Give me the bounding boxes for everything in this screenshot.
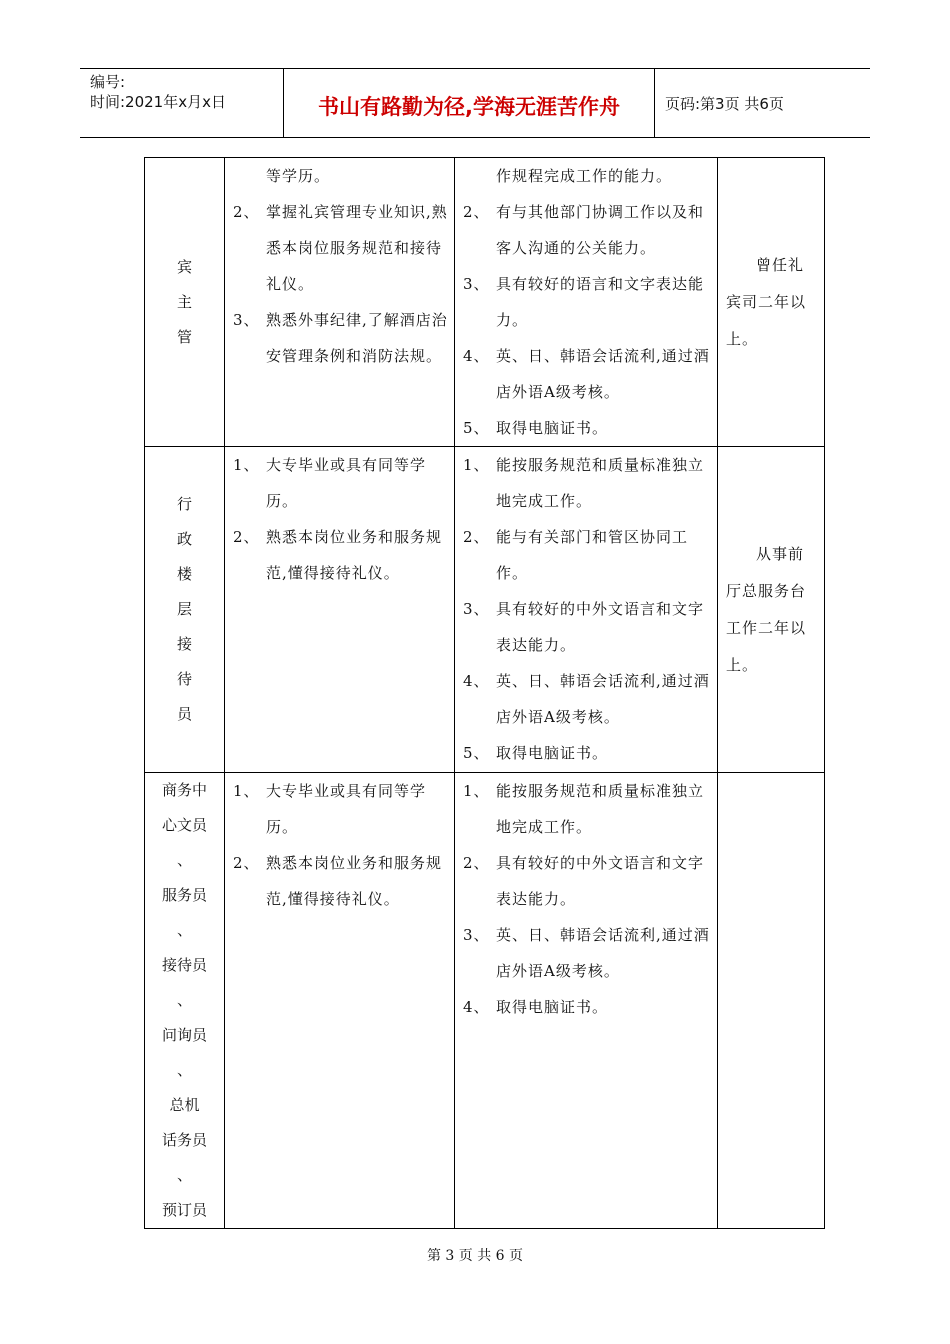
list-item [231,773,448,845]
role-name-line: 层 [176,600,192,618]
role-name-line: 管 [176,327,192,346]
role-name-line: 楼 [176,565,192,583]
item-text: 取得电脑证书。 [496,744,609,762]
education-list [225,447,454,591]
list-item [461,519,711,591]
item-text: 熟悉本岗位业务和服务规范,懂得接待礼仪。 [266,528,443,582]
item-number: 1、 [463,782,490,800]
list-item [231,302,448,374]
education-list [225,194,454,374]
item-text: 英、日、韩语会话流利,通过酒店外语A级考核。 [496,926,710,980]
experience-text: 曾任礼宾司二年以上。 [726,255,807,348]
experience-cell [718,773,825,1229]
experience-cell [718,447,825,773]
item-text: 能与有关部门和管区协同工作。 [496,528,689,582]
page-footer: 第 3 页 共 6 页 [426,1248,524,1264]
item-text: 取得电脑证书。 [496,998,609,1016]
list-item [461,410,711,446]
role-name-line: 宾 [176,257,192,276]
item-text: 具有较好的中外文语言和文字表达能力。 [496,600,705,654]
list-item [231,194,448,302]
role-name-line: 服务员 [161,886,207,904]
role-name-line: 商务中 [161,781,207,799]
item-text: 大专毕业或具有同等学历。 [266,782,427,836]
list-item [461,845,711,917]
item-number: 2、 [233,203,260,221]
item-number: 3、 [463,926,490,944]
role-name-line: 总机 [169,1096,200,1114]
ability-continued: 作规程完成工作的能力。 [496,167,673,185]
item-number: 4、 [463,672,490,690]
role-name-line: 、 [176,851,192,869]
item-text: 掌握礼宾管理专业知识,熟悉本岗位服务规范和接待礼仪。 [266,203,448,293]
experience-text: 从事前厅总服务台工作二年以上。 [726,544,807,674]
item-number: 1、 [233,456,260,474]
role-name-line: 、 [176,1061,192,1079]
role-name-line: 、 [176,991,192,1009]
role-name-line: 主 [176,292,192,311]
ability-cell [455,158,718,447]
ability-list [455,773,717,1025]
list-item [461,338,711,410]
item-number: 5、 [463,419,490,437]
role-cell [145,447,225,773]
header-motto-cell [284,69,655,137]
header-page-cell [655,69,870,137]
item-number: 4、 [463,998,490,1016]
list-item [461,989,711,1025]
item-number: 3、 [463,600,490,618]
role-name-line: 预订员 [161,1201,207,1219]
page-header [80,68,870,138]
item-text: 英、日、韩语会话流利,通过酒店外语A级考核。 [496,672,710,726]
item-text: 能按服务规范和质量标准独立地完成工作。 [496,456,705,510]
list-item [461,917,711,989]
item-number: 3、 [233,311,260,329]
list-item [461,266,711,338]
item-number: 2、 [463,203,490,221]
motto: 书山有路勤为径,学海无涯苦作舟 [318,95,620,119]
education-cell [225,773,455,1229]
item-number: 1、 [233,782,260,800]
ability-list [455,447,717,771]
item-number: 2、 [233,528,260,546]
item-text: 熟悉本岗位业务和服务规范,懂得接待礼仪。 [266,854,443,908]
serial-label: 编号: [90,73,126,91]
table-row [145,773,825,1229]
experience-cell [718,158,825,447]
item-number: 5、 [463,744,490,762]
role-name-line: 、 [176,921,192,939]
item-number: 2、 [463,854,490,872]
list-item [461,447,711,519]
role-cell [145,773,225,1229]
list-item [461,663,711,735]
role-name-line: 接待员 [161,956,207,974]
list-item [461,194,711,266]
list-item [231,845,448,917]
education-cell [225,158,455,447]
header-meta-cell [80,69,284,137]
role-name [145,773,224,1228]
role-name-line: 待 [176,670,192,688]
list-item [231,447,448,519]
item-text: 大专毕业或具有同等学历。 [266,456,427,510]
role-name [145,250,224,355]
list-item [461,591,711,663]
item-text: 取得电脑证书。 [496,419,609,437]
item-number: 2、 [233,854,260,872]
item-number: 1、 [463,456,490,474]
list-item [461,735,711,771]
role-name-line: 员 [176,705,192,723]
item-number: 3、 [463,275,490,293]
item-number: 2、 [463,528,490,546]
role-cell [145,158,225,447]
ability-list [455,194,717,446]
item-text: 具有较好的中外文语言和文字表达能力。 [496,854,705,908]
list-item [231,519,448,591]
item-text: 有与其他部门协调工作以及和客人沟通的公关能力。 [496,203,705,257]
role-name-line: 接 [176,635,192,653]
role-name-line: 心文员 [161,816,207,834]
table-row [145,447,825,773]
ability-cell [455,447,718,773]
job-requirements-table [144,157,825,1229]
ability-cell [455,773,718,1229]
role-name-line: 政 [176,530,192,548]
item-text: 熟悉外事纪律,了解酒店治安管理条例和消防法规。 [266,311,448,365]
table-row [145,158,825,447]
role-name-line: 问询员 [161,1026,207,1044]
education-list [225,773,454,917]
role-name-line: 话务员 [161,1131,207,1149]
item-text: 能按服务规范和质量标准独立地完成工作。 [496,782,705,836]
education-continued: 等学历。 [266,167,331,185]
list-item [461,773,711,845]
item-text: 英、日、韩语会话流利,通过酒店外语A级考核。 [496,347,710,401]
page-number-label: 页码:第3页 共6页 [665,95,784,113]
role-name-line: 、 [176,1166,192,1184]
education-cell [225,447,455,773]
time-label: 时间:2021年x月x日 [90,93,226,111]
role-name-line: 行 [176,495,192,513]
item-text: 具有较好的语言和文字表达能力。 [496,275,705,329]
role-name [145,487,224,732]
item-number: 4、 [463,347,490,365]
